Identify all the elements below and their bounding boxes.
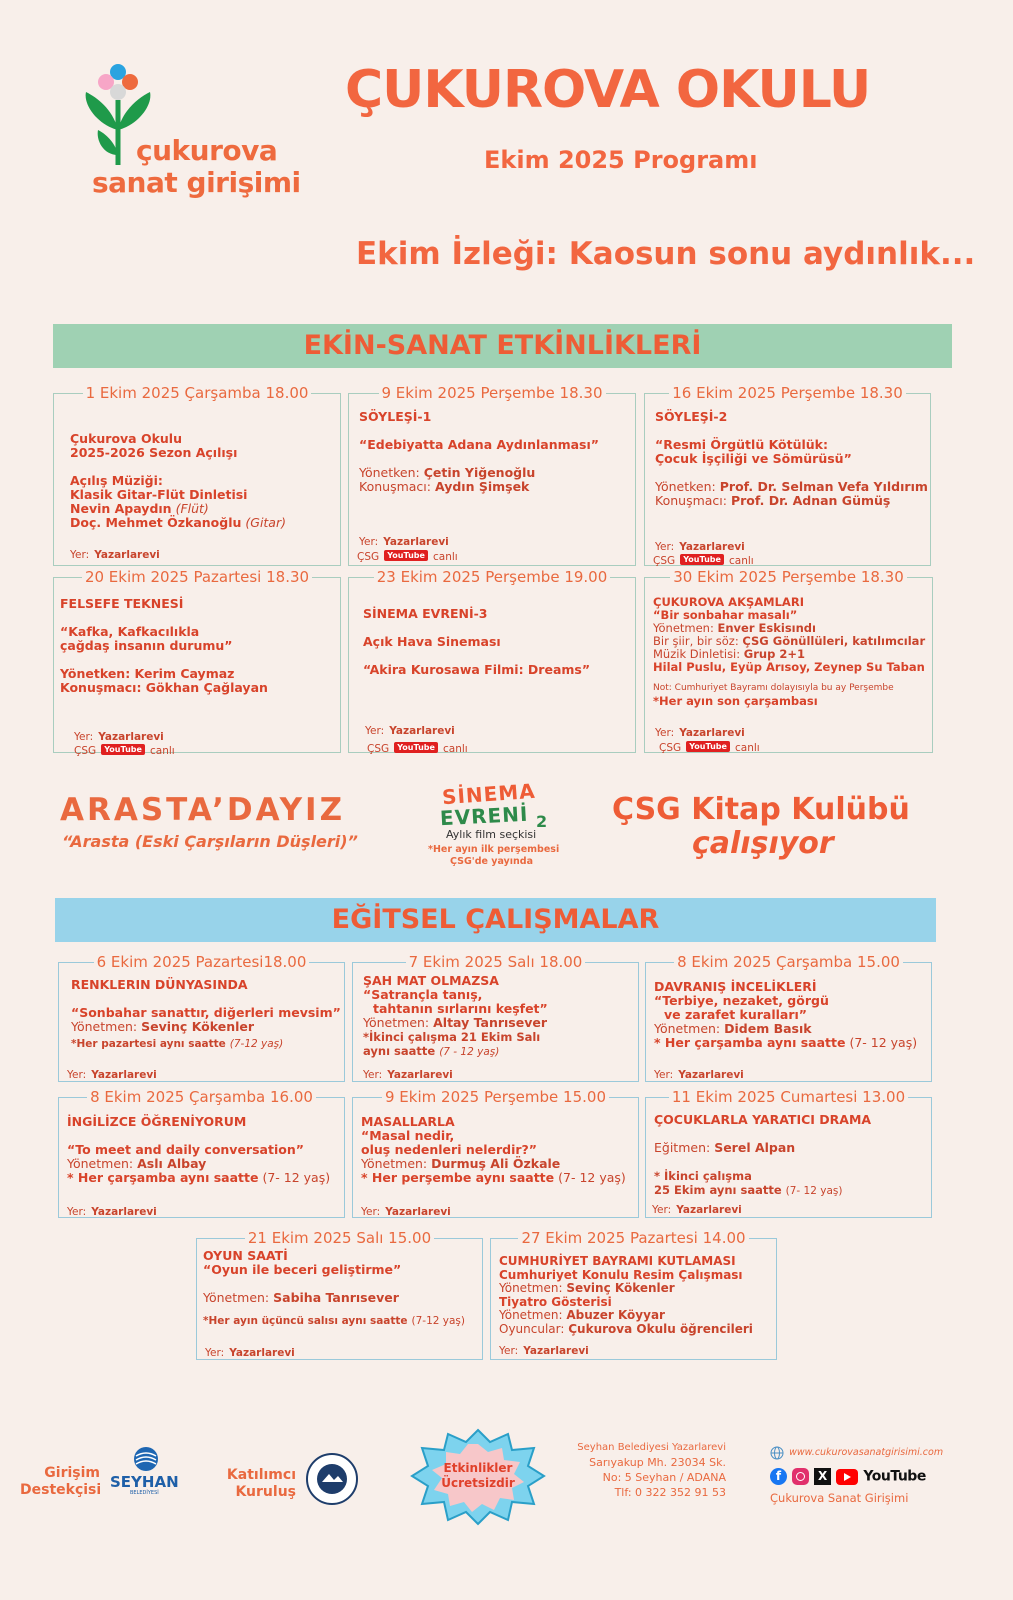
sinema-logo-line1: SİNEMA [441,778,537,810]
age-range: (7- 12 yaş) [262,1170,331,1185]
seyhan-name: SEYHAN [110,1473,179,1491]
event-quote: “Edebiyatta Adana Aydınlanması” [359,437,600,452]
role-label: Konuşmacı: [655,493,727,508]
age-range: (7- 12 yaş) [558,1170,626,1185]
event-quote: “Sonbahar sanattır, diğerleri mevsim” [71,1005,341,1020]
event-quote: “To meet and daily conversation” [67,1142,304,1157]
sinema-logo-line2: EVRENİ [439,801,529,831]
event-quote: “Kafka, Kafkacılıkla [60,624,200,639]
instructor: Aslı Albay [137,1156,207,1171]
venue-label: Yer: [652,1204,672,1216]
event-subtitle: Açık Hava Sineması [363,634,501,649]
event-quote: “Masal nedir, [361,1128,455,1143]
logo-line2: sanat girişimi [92,166,301,199]
venue: Yazarlarevi [679,727,745,739]
role-label: Yönetmen: [71,1019,138,1034]
x-icon[interactable]: X [814,1468,831,1485]
sinema-logo-sub: Aylık film seçkisi [446,828,537,841]
instrument: (Flüt) [175,501,209,516]
instructor: Sevinç Kökenler [566,1281,675,1295]
supporter-label-line1: Girişim [44,1465,100,1481]
moderator: Prof. Dr. Selman Vefa Yıldırım [719,479,928,494]
moderator: Çetin Yiğenoğlu [423,465,536,480]
age-range: (7 - 12 yaş) [439,1046,500,1058]
book-club-status: çalışıyor [692,826,834,861]
event-date: 23 Ekim 2025 Perşembe 19.00 [374,568,611,586]
instructor: Durmuş Ali Özkale [431,1156,561,1171]
event-card [644,384,931,567]
instructor: Altay Tanrısever [433,1015,548,1030]
event-quote: Çocuk İşçiliği ve Sömürüsü” [655,451,852,466]
role-label: Bir şiir, bir söz: [653,634,739,648]
youtube-icon: YouTube [384,550,428,561]
instructor: Abuzer Köyyar [566,1308,665,1322]
page-title: ÇUKUROVA OKULU [345,60,871,120]
moderator: Yönetken: Kerim Caymaz [60,666,235,681]
role-label: Oyuncular: [499,1321,565,1336]
event-title: DAVRANIŞ İNCELİKLERİ [654,979,817,994]
event-date: 9 Ekim 2025 Perşembe 15.00 [382,1088,609,1106]
instrument: (Gitar) [245,515,286,530]
venue: Yazarlarevi [389,725,455,737]
event-date: 6 Ekim 2025 Pazartesi18.00 [94,953,310,971]
venue-label: Yer: [205,1347,225,1359]
instructor: Sabiha Tanrısever [273,1290,399,1305]
venue-label: Yer: [361,1206,381,1218]
venue-label: Yer: [655,541,675,553]
age-range: (7-12 yaş) [229,1038,284,1050]
event-quote: oluş nedenleri nelerdir?” [361,1142,537,1157]
role-label: Yönetken: [359,465,420,480]
venue: Yazarlarevi [523,1345,589,1357]
event-card [58,953,345,1082]
event-line: Açılış Müziği: [70,473,163,488]
role-label: Yönetmen: [363,1015,430,1030]
live-label: canlı [433,551,458,563]
event-date: 1 Ekim 2025 Çarşamba 18.00 [83,384,312,402]
event-title: ŞAH MAT OLMAZSA [363,973,499,988]
event-title: CUMHURİYET BAYRAMI KUTLAMASI [499,1254,736,1268]
role-label: Yönetmen: [653,621,714,635]
live-label: canlı [729,555,754,567]
free-events-badge [410,1428,546,1526]
instructor: Didem Basık [724,1021,812,1036]
event-title: RENKLERIN DÜNYASINDA [71,977,248,992]
venue-label: Yer: [363,1069,383,1081]
month-theme: Ekim İzleği: Kaosun sonu aydınlık... [356,236,976,272]
stream-info[interactable] [367,737,468,756]
event-card [645,953,932,1082]
live-label: canlı [735,742,760,754]
seyhan-logo [110,1446,185,1496]
role-label: Yönetmen: [361,1156,428,1171]
age-range: (7- 12 yaş) [849,1035,918,1050]
event-date: 8 Ekim 2025 Çarşamba 16.00 [87,1088,316,1106]
event-date: 11 Ekim 2025 Cumartesi 13.00 [669,1088,908,1106]
age-range: (7-12 yaş) [411,1315,465,1327]
venue-label: Yer: [365,725,385,737]
seyhan-emblem-icon [132,1446,160,1472]
event-card [196,1229,483,1360]
event-quote: tahtanın sırlarını keşfet” [373,1001,548,1016]
role-label: Müzik Dinletisi: [653,647,741,661]
section-banner-education: EĞİTSEL ÇALIŞMALAR [55,898,936,942]
event-date: 21 Ekim 2025 Salı 15.00 [245,1229,434,1247]
venue: Yazarlarevi [98,731,164,743]
venue-label: Yer: [499,1345,519,1357]
event-card [53,384,341,566]
sinema-logo-number: 2 [536,812,548,831]
event-date: 30 Ekim 2025 Perşembe 18.30 [670,568,907,586]
globe-icon [770,1446,784,1460]
event-date: 9 Ekim 2025 Perşembe 18.30 [379,384,606,402]
org-name: Çukurova Sanat Girişimi [770,1491,909,1505]
youtube-icon: YouTube [680,554,724,565]
role-label: Yönetmen: [67,1156,134,1171]
instructor: Sevinç Kökenler [141,1019,255,1034]
arasta-title: ARASTA’DAYIZ [60,792,346,828]
event-quote: “Terbiye, nezaket, görgü [654,993,829,1008]
event-title: SÖYLEŞİ-2 [655,409,728,424]
event-quote: “Bir sonbahar masalı” [653,608,798,622]
live-label: canlı [443,743,468,755]
event-note: Not: Cumhuriyet Bayramı dolayısıyla bu ay Perşembe [653,683,894,693]
role-label: Eğitmen: [654,1140,711,1155]
address-block [560,1440,726,1500]
venue: Yazarlarevi [91,1206,157,1218]
schedule-note: aynı saatte [363,1044,436,1058]
event-title: ÇUKUROVA AKŞAMLARI [653,595,804,609]
venue-label: Yer: [67,1069,87,1081]
venue: Yazarlarevi [94,549,160,561]
schedule-note: *İkinci çalışma 21 Ekim Salı [363,1030,541,1044]
venue: Yazarlarevi [679,541,745,553]
event-quote: “Oyun ile beceri geliştirme” [203,1262,402,1277]
event-card [352,1088,639,1218]
participant-label [216,1467,296,1501]
venue-label: Yer: [70,549,90,561]
event-card [490,1229,777,1360]
venue: Yazarlarevi [385,1206,451,1218]
venue: Yazarlarevi [676,1204,742,1216]
schedule-note: * Her perşembe aynı saatte [361,1170,555,1185]
section-banner-arts: EKİN-SANAT ETKİNLİKLERİ [53,324,952,368]
event-quote: “Akira Kurosawa Filmi: Dreams” [363,662,591,677]
address-line: No: 5 Seyhan / ADANA [602,1471,726,1484]
venue: Yazarlarevi [91,1069,157,1081]
director: Enver Eskisındı [717,621,816,635]
venue-label: Yer: [74,731,94,743]
book-club-title: ÇSG Kitap Kulübü [612,792,910,827]
event-card [348,384,636,566]
participant-label-line2: Kuruluş [235,1484,296,1500]
writers-union-seal-icon [305,1452,359,1506]
event-line: Klasik Gitar-Flüt Dinletisi [70,487,248,502]
event-date: 8 Ekim 2025 Çarşamba 15.00 [674,953,903,971]
stream-info[interactable] [659,736,760,755]
schedule-note: *Her pazartesi aynı saatte [71,1038,226,1050]
event-title: FELSEFE TEKNESİ [60,596,184,611]
event-subtitle: Tiyatro Gösterisi [499,1294,612,1309]
seyhan-sub: BELEDİYESİ [130,1490,159,1496]
age-range: (7- 12 yaş) [785,1185,843,1197]
event-card [352,953,639,1082]
badge-line2: Ücretsizdir [441,1476,515,1490]
performers: Hilal Puslu, Eyüp Arısoy, Zeynep Su Taban [653,660,925,674]
event-subtitle: Cumhuriyet Konulu Resim Çalışması [499,1267,743,1282]
venue: Yazarlarevi [229,1347,295,1359]
venue-label: Yer: [654,1069,674,1081]
role-label: Konuşmacı: [359,479,431,494]
venue-label: Yer: [67,1206,87,1218]
youtube-wordmark: YouTube [863,1468,926,1485]
event-card [58,1088,345,1218]
venue-label: Yer: [655,727,675,739]
event-card [348,568,636,755]
stream-info[interactable] [653,549,754,568]
youtube-icon[interactable] [836,1469,858,1485]
live-label: canlı [150,745,175,757]
event-title: 2025-2026 Sezon Açılışı [70,445,238,460]
schedule-note: * İkinci çalışma [654,1169,752,1183]
event-title: ÇOCUKLARLA YARATICI DRAMA [654,1112,872,1127]
event-quote: “Satrançla tanış, [363,987,483,1002]
sinema-evreni-logo [418,780,558,870]
event-card [645,1088,932,1218]
venue: Yazarlarevi [387,1069,453,1081]
arasta-subtitle: “Arasta (Eski Çarşıların Düşleri)” [62,832,358,851]
speaker: Konuşmacı: Gökhan Çağlayan [60,680,268,695]
cast: Çukurova Okulu öğrencileri [568,1321,753,1336]
role-label: Yönetmen: [654,1021,721,1036]
stream-info[interactable] [74,739,175,758]
youtube-icon: YouTube [394,742,438,753]
schedule-note: * Her çarşamba aynı saatte [654,1035,846,1050]
youtube-icon: YouTube [101,744,145,755]
supporter-label-line2: Destekçisi [20,1482,102,1498]
csg-label: ÇSG [74,745,97,757]
csg-label: ÇSG [653,555,676,567]
event-date: 16 Ekim 2025 Perşembe 18.30 [669,384,906,402]
social-links [770,1466,926,1486]
badge-line1: Etkinlikler [443,1461,513,1475]
event-title: MASALLARLA [361,1114,455,1129]
phone: Tlf: 0 322 352 91 53 [614,1486,726,1499]
address-line: Sarıyakup Mh. 23034 Sk. [589,1456,726,1469]
csg-label: ÇSG [357,551,380,563]
website-link[interactable] [770,1442,943,1461]
speaker: Prof. Dr. Adnan Gümüş [730,493,891,508]
instagram-icon[interactable] [792,1468,809,1485]
csg-label: ÇSG [659,742,682,754]
participant-label-line1: Katılımcı [226,1467,296,1483]
event-quote: ve zarafet kuralları” [664,1007,808,1022]
venue: Yazarlarevi [678,1069,744,1081]
speaker: Aydın Şimşek [434,479,530,494]
stream-info[interactable] [357,545,458,564]
instructor: Serel Alpan [714,1140,796,1155]
event-note: *Her ayın son çarşambası [653,694,818,708]
logo [78,60,318,210]
performer: Nevin Apaydın [70,501,172,516]
event-date: 20 Ekim 2025 Pazartesi 18.30 [82,568,312,586]
event-title: Çukurova Okulu [70,431,182,446]
event-title: İNGİLİZCE ÖĞRENİYORUM [67,1114,247,1129]
event-title: SİNEMA EVRENİ-3 [363,606,488,621]
event-card [644,568,933,754]
event-quote: çağdaş insanın durumu” [60,638,233,653]
logo-line1: çukurova [136,134,278,167]
venue: Yazarlarevi [383,536,449,548]
event-date: 7 Ekim 2025 Salı 18.00 [406,953,586,971]
youtube-icon: YouTube [686,741,730,752]
music-group: Grup 2+1 [743,647,805,661]
role-label: Yönetken: [655,479,716,494]
event-title: OYUN SAATİ [203,1248,288,1263]
schedule-note: *Her ayın üçüncü salısı aynı saatte [203,1315,408,1327]
event-card [53,568,341,757]
website-url: www.cukurovasanatgirisimi.com [789,1447,944,1458]
csg-label: ÇSG [367,743,390,755]
facebook-icon[interactable]: f [770,1468,787,1485]
sinema-note: *Her ayın ilk perşembesi [428,844,560,855]
venue-label: Yer: [359,536,379,548]
event-date: 27 Ekim 2025 Pazartesi 14.00 [518,1229,748,1247]
supporter-label [20,1465,100,1499]
participants: ÇSG Gönüllüleri, katılımcılar [742,634,926,648]
event-title: SÖYLEŞİ-1 [359,409,432,424]
performer: Doç. Mehmet Özkanoğlu [70,515,242,530]
role-label: Yönetmen: [203,1290,270,1305]
event-quote: “Resmi Örgütlü Kötülük: [655,437,828,452]
page-subtitle: Ekim 2025 Programı [484,146,758,174]
sinema-note: ÇSG'de yayında [450,856,533,867]
schedule-note: * Her çarşamba aynı saatte [67,1170,259,1185]
schedule-note: 25 Ekim aynı saatte [654,1183,782,1197]
role-label: Yönetmen: [499,1308,563,1322]
role-label: Yönetmen: [499,1281,563,1295]
venue-name: Seyhan Belediyesi Yazarlarevi [577,1442,726,1453]
